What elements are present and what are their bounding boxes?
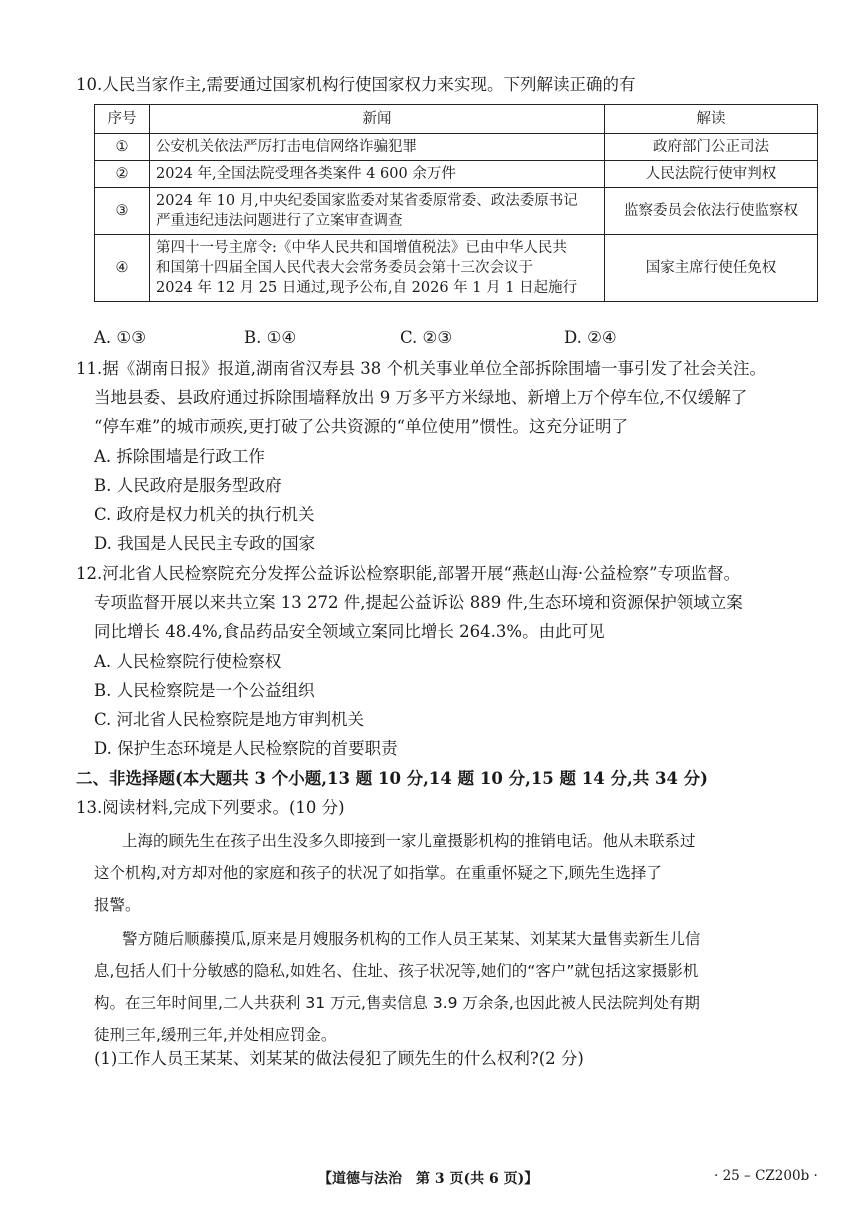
q11-stem-line: 11.据《湖南日报》报道,湖南省汉寿县 38 个机关事业单位全部拆除围墙一事引发了社会关注。: [76, 359, 766, 378]
q12-option-c[interactable]: C. 河北省人民检察院是地方审判机关: [94, 710, 365, 729]
row-news: [150, 235, 605, 302]
material-line: 警方随后顺藤摸瓜,原来是月嫂服务机构的工作人员王某某、刘某某大量售卖新生儿信: [122, 930, 701, 948]
material-line: 徒刑三年,缓刑三年,并处相应罚金。: [94, 1026, 337, 1044]
row-reading: 人民法院行使审判权: [605, 161, 818, 188]
section-heading: 二、非选择题(本大题共 3 个小题,13 题 10 分,14 题 10 分,15 题 14 分,共 34 分): [76, 769, 708, 788]
q10-stem: 10.人民当家作主,需要通过国家机构行使国家权力来实现。下列解读正确的有: [76, 75, 636, 94]
q10-option-d[interactable]: D. ②④: [564, 328, 617, 347]
q11-option-d[interactable]: D. 我国是人民民主专政的国家: [94, 534, 316, 553]
table-row: [95, 188, 818, 235]
row-reading: 监察委员会依法行使监察权: [605, 188, 818, 235]
q12-stem-line: 12.河北省人民检察院充分发挥公益诉讼检察职能,部署开展“燕赵山海·公益检察”专项监督。: [76, 564, 741, 583]
table-row: [95, 134, 818, 161]
q10-option-b[interactable]: B. ①④: [244, 328, 297, 347]
row-reading: 政府部门公正司法: [605, 134, 818, 161]
q12-stem-line: 同比增长 48.4%,食品药品安全领域立案同比增长 264.3%。由此可见: [94, 622, 605, 641]
material-line: 报警。: [94, 896, 141, 914]
news-line: 和国第十四届全国人民代表大会常务委员会第十三次会议于: [156, 260, 533, 276]
q12-option-d[interactable]: D. 保护生态环境是人民检察院的首要职责: [94, 739, 398, 758]
q11-stem-line: “停车难”的城市顽疾,更打破了公共资源的“单位使用”惯性。这充分证明了: [94, 417, 628, 436]
table-row: [95, 161, 818, 188]
row-news: [150, 161, 605, 188]
row-reading: 国家主席行使任免权: [605, 235, 818, 302]
row-num: ③: [95, 188, 150, 235]
q13-stem: 13.阅读材料,完成下列要求。(10 分): [76, 798, 345, 817]
news-line: 第四十一号主席令:《中华人民共和国增值税法》已由中华人民共: [156, 240, 567, 256]
material-line: 息,包括人们十分敏感的隐私,如姓名、住址、孩子状况等,她们的“客户”就包括这家摄影机: [94, 962, 699, 980]
material-line: 上海的顾先生在孩子出生没多久即接到一家儿童摄影机构的推销电话。他从未联系过: [122, 832, 696, 850]
row-news: [150, 188, 605, 235]
row-num: ④: [95, 235, 150, 302]
q12-option-b[interactable]: B. 人民检察院是一个公益组织: [94, 681, 315, 700]
material-line: 构。在三年时间里,二人共获利 31 万元,售卖信息 3.9 万余条,也因此被人民法院判处有期: [94, 994, 700, 1012]
paper-code: · 25 – CZ200b ·: [714, 1168, 818, 1184]
header-reading: 解读: [605, 105, 818, 134]
news-line: 严重违纪违法问题进行了立案审查调查: [156, 213, 403, 229]
table-row: [95, 235, 818, 302]
header-num: 序号: [95, 105, 150, 134]
row-num: ②: [95, 161, 150, 188]
q11-option-b[interactable]: B. 人民政府是服务型政府: [94, 476, 282, 495]
q10-news-table: [94, 104, 818, 302]
q10-option-a[interactable]: A. ①③: [94, 328, 146, 347]
q13-sub-question-1: (1)工作人员王某某、刘某某的做法侵犯了顾先生的什么权利?(2 分): [94, 1049, 584, 1068]
q10-option-c[interactable]: C. ②③: [400, 328, 453, 347]
q12-option-a[interactable]: A. 人民检察院行使检察权: [94, 652, 282, 671]
page-footer: 【道德与法治 第 3 页(共 6 页)】: [318, 1171, 539, 1187]
news-line: 公安机关依法严厉打击电信网络诈骗犯罪: [156, 139, 417, 155]
row-num: ①: [95, 134, 150, 161]
row-news: [150, 134, 605, 161]
table-header-row: [95, 105, 818, 134]
q11-option-a[interactable]: A. 拆除围墙是行政工作: [94, 447, 265, 466]
q12-stem-line: 专项监督开展以来共立案 13 272 件,提起公益诉讼 889 件,生态环境和资源保护领域立案: [94, 593, 743, 612]
material-line: 这个机构,对方却对他的家庭和孩子的状况了如指掌。在重重怀疑之下,顾先生选择了: [94, 864, 662, 882]
news-line: 2024 年 10 月,中央纪委国家监委对某省委原常委、政法委原书记: [156, 193, 578, 209]
q11-stem-line: 当地县委、县政府通过拆除围墙释放出 9 万多平方米绿地、新增上万个停车位,不仅缓解了: [94, 388, 748, 407]
news-line: 2024 年 12 月 25 日通过,现予公布,自 2026 年 1 月 1 日起施行: [156, 280, 578, 296]
news-line: 2024 年,全国法院受理各类案件 4 600 余万件: [156, 166, 456, 182]
q10-options: [94, 328, 794, 350]
q11-option-c[interactable]: C. 政府是权力机关的执行机关: [94, 505, 315, 524]
header-news: 新闻: [150, 105, 605, 134]
